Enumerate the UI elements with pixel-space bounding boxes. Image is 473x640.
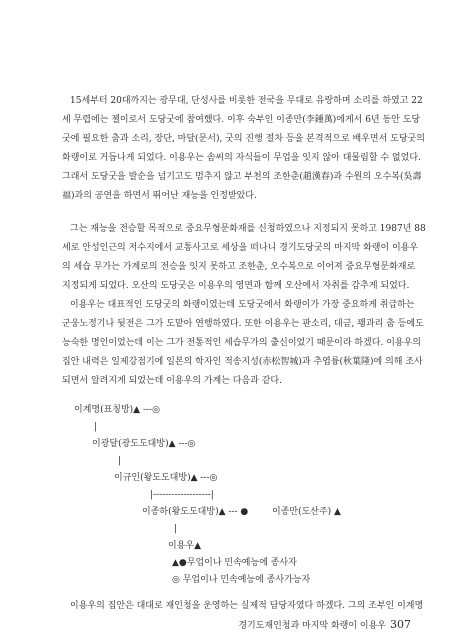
- footer-title: 경기도재인청과 마지막 화랭이 이용우: [238, 621, 386, 631]
- paragraph1-line-2: 세 무렵에는 젤이로서 도당굿에 참여했다. 이후 숙부인 이종만(李鍾萬)에게서 6년 동안 도당: [62, 115, 421, 125]
- paragraph2-line-1: 그는 재능을 전승할 목적으로 중요무형문화재를 신청하였으나 지정되지 못하고 1987년 88: [70, 224, 426, 234]
- paragraph1-line-6: 福)과의 공연을 하면서 뛰어난 재능을 인정받았다.: [62, 191, 257, 201]
- paragraph1-line-1: 15세부터 20대까지는 광무대, 단성사를 비롯한 전국을 무대로 유랑하며 소리를 하였고 22: [70, 96, 423, 106]
- tree-gen2: 이광달(광도도대방)▲ ---◎: [92, 439, 196, 449]
- tree-gen4-right: 이종만(도산주) ▲: [272, 507, 341, 517]
- paragraph3-line-1: 이용우의 집안은 대대로 재인청을 운영하는 실제적 담당자였다 하겠다. 그의 조부인 이계명: [70, 601, 424, 611]
- paragraph2-line-2: 세로 안성인근의 저수지에서 교통사고로 세상을 떠나니 경기도당굿의 마지막 화랭이 이용우: [62, 243, 419, 253]
- tree-gen4-left: 이종하(왕도도대방)▲ --- ●: [142, 507, 249, 517]
- paragraph2-line-6: 군웅노정기나 뒷전은 그가 도맡아 연행하였다. 또한 이용우는 판소리, 대금, 꽹과리 춤 등에도: [62, 319, 424, 329]
- tree-connector-1: |: [94, 422, 98, 432]
- tree-legend-1: ▲●무업이나 민속예능에 종사자: [172, 558, 297, 568]
- tree-gen3: 이규인(왕도도대방)▲ ---◎: [114, 473, 218, 483]
- tree-gen1: 이계명(표칭방)▲ ---◎: [74, 405, 160, 415]
- tree-gen5: 이용우▲: [168, 541, 202, 551]
- paragraph1-line-3: 굿에 필요한 춤과 소리, 장단, 마달(문서), 굿의 진행 절차 등을 본격적으로 배우면서 도당굿의: [62, 134, 425, 144]
- paragraph2-line-8: 집안 내력은 일제강점기에 일본의 학자인 적송지성(赤松智城)과 추엽륭(秋葉隆)에 의해 조사: [62, 357, 423, 367]
- tree-legend-2: ◎ 무업이나 민속예능에 종사가능자: [172, 575, 311, 585]
- tree-connector-4: |: [174, 524, 178, 534]
- paragraph2-line-3: 의 세습 무가는 가계로의 전승을 잇지 못하고 조한춘, 오수복으로 이어져 중요무형문화재로: [62, 262, 416, 272]
- page-footer: [238, 618, 411, 631]
- paragraph1-line-4: 화랭이로 거듭나게 되었다. 이용우는 솜씨의 자식들이 무업을 잇지 않아 대물림할 수 없었다.: [62, 153, 421, 163]
- page-number: 307: [390, 618, 411, 631]
- paragraph1-line-5: 그래서 도당굿을 발순을 넘기고도 멈추지 않고 부천의 조한춘(趙漢春)과 수원의 오수복(吳壽: [62, 172, 422, 182]
- tree-connector-2: |: [118, 456, 122, 466]
- tree-branch-line: |-------------------|: [150, 490, 214, 500]
- paragraph2-line-4: 지정되게 되었다. 오산의 도당굿은 이용우의 영면과 함께 오산에서 자취를 감추게 되었다.: [62, 281, 410, 291]
- paragraph2-line-5: 이용우는 대표적인 도당굿의 화랭이였는데 도당굿에서 화랭이가 가장 중요하게 취급하는: [70, 300, 415, 310]
- paragraph2-line-9: 되면서 알려지게 되었는데 이용우의 가계는 다음과 같다.: [62, 376, 282, 386]
- paragraph2-line-7: 능숙한 명인이었는데 이는 그가 전통적인 세습무가의 출신이었기 때문이라 하겠다. 이용우의: [62, 338, 421, 348]
